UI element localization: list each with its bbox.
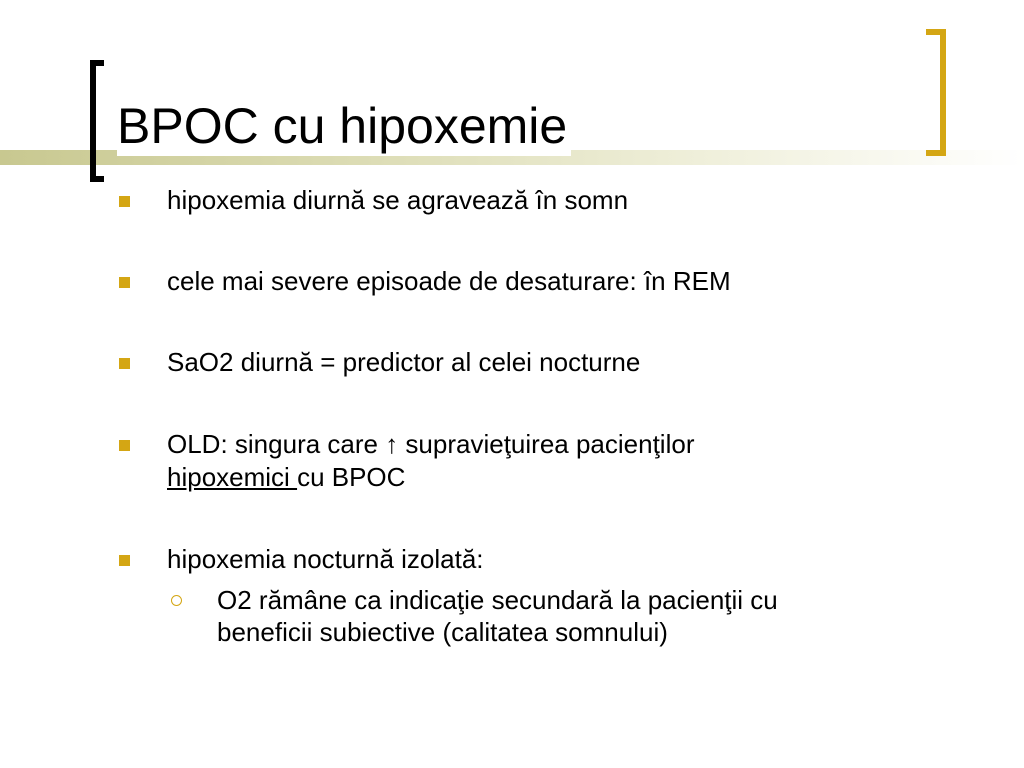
slide-title: BPOC cu hipoxemie — [117, 96, 571, 156]
square-bullet-icon — [119, 358, 130, 369]
bullet-text: OLD: singura care ↑ supravieţuirea pacienţilor — [167, 429, 695, 459]
bullet-text: SaO2 diurnă = predictor al celei nocturne — [167, 347, 641, 377]
square-bullet-icon — [119, 555, 130, 566]
bullet-text: hipoxemia diurnă se agravează în somn — [167, 185, 629, 215]
bullet-text: cele mai severe episoade de desaturare: în REM — [167, 266, 731, 296]
square-bullet-icon — [119, 440, 130, 451]
square-bullet-icon — [119, 277, 130, 288]
bullet-text-rest: cu BPOC — [297, 462, 406, 492]
sub-bullet-text-line2: beneficii subiective (calitatea somnului) — [217, 617, 668, 647]
left-bracket-decoration — [90, 60, 104, 182]
ring-bullet-icon — [171, 595, 182, 606]
bullet-text-line2 — [167, 461, 405, 493]
right-bracket-decoration — [926, 29, 946, 156]
bullet-text: hipoxemia nocturnă izolată: — [167, 544, 484, 574]
square-bullet-icon — [119, 196, 130, 207]
underlined-term: hipoxemici — [167, 462, 298, 492]
sub-bullet-text: O2 rămâne ca indicaţie secundară la pacienţii cu — [217, 585, 778, 615]
